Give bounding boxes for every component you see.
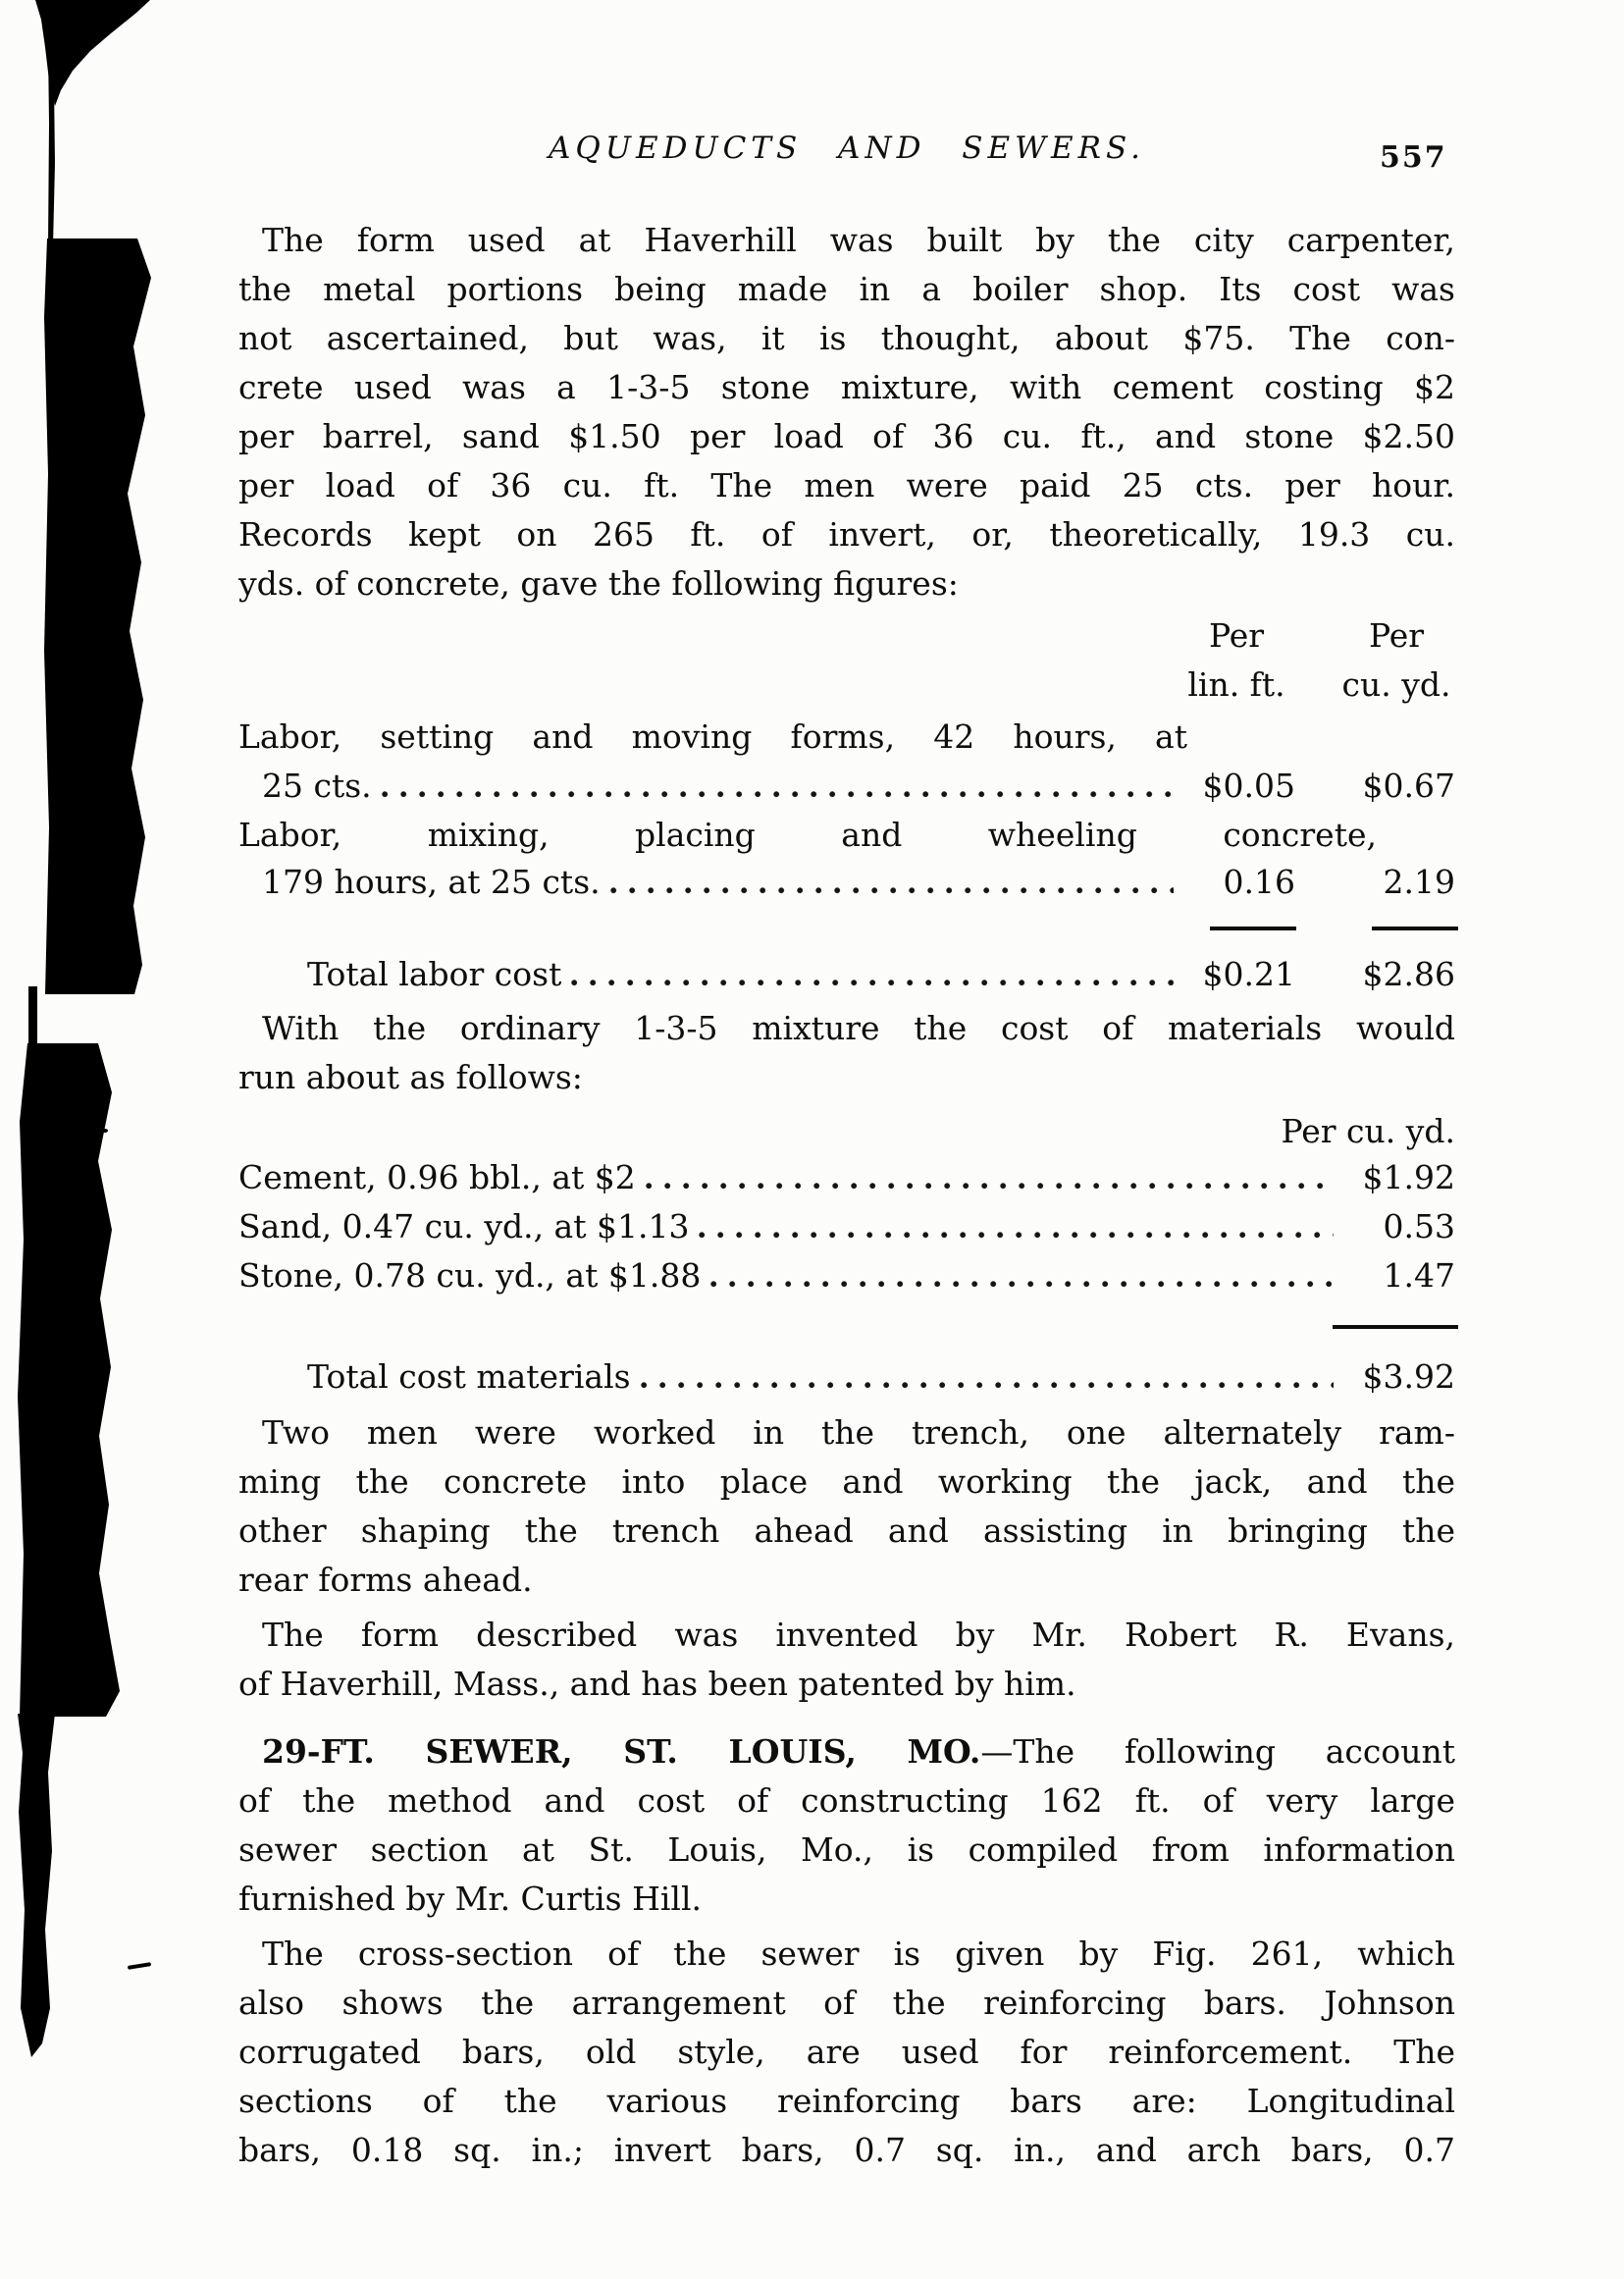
materials-row-value: 1.47 (1383, 1256, 1455, 1295)
sum-rule (1372, 927, 1458, 930)
text-line: The cross-section of the sewer is given by Fig. 261, which (262, 1934, 1455, 1973)
text-line: of the method and cost of constructing 162 ft. of very large (238, 1781, 1455, 1820)
materials-total-label: Total cost materials (307, 1357, 631, 1396)
labor-row-label: Labor, setting and moving forms, 42 hours, at (238, 717, 1187, 756)
labor-row-values (238, 762, 1455, 811)
text-line: per barrel, sand $1.50 per load of 36 cu. ft., and stone $2.50 (238, 417, 1455, 455)
labor-row-label: Labor, mixing, placing and wheeling concrete, (238, 816, 1377, 854)
spacer (1295, 762, 1337, 811)
materials-row-label: Stone, 0.78 cu. yd., at $1.88 (238, 1256, 702, 1295)
text-line: sections of the various reinforcing bars are: Longitudinal (238, 2082, 1455, 2120)
materials-row (238, 1202, 1455, 1251)
labor-row-label-cont: 25 cts. (262, 767, 372, 805)
materials-row (238, 1153, 1455, 1202)
materials-row-value: 0.53 (1383, 1207, 1455, 1246)
text-line: of Haverhill, Mass., and has been patented by him. (238, 1665, 1076, 1703)
scan-speck (128, 1962, 151, 1970)
text-line: bars, 0.18 sq. in.; invert bars, 0.7 sq. in., and arch bars, 0.7 (238, 2131, 1455, 2169)
labor-total-per-lin-ft: $0.21 (1202, 955, 1295, 993)
text-line: yds. of concrete, gave the following figures: (238, 564, 959, 603)
labor-row-per-lin-ft: 0.16 (1223, 863, 1295, 901)
labor-col1-header: Per (1208, 616, 1265, 655)
materials-total-row (238, 1352, 1455, 1402)
spacer (1295, 858, 1337, 907)
labor-row-per-cu-yd: 2.19 (1383, 863, 1455, 901)
labor-row-label-cont: 179 hours, at 25 cts. (262, 863, 601, 901)
page-number: 557 (1380, 140, 1447, 175)
text-line: not ascertained, but was, it is thought, about $75. The con- (238, 319, 1455, 357)
labor-col1-unit: lin. ft. (1187, 665, 1285, 704)
text-line: sewer section at St. Louis, Mo., is compiled from information (238, 1830, 1455, 1869)
materials-row (238, 1251, 1455, 1300)
labor-total-per-cu-yd: $2.86 (1362, 955, 1455, 993)
text-line: ming the concrete into place and working the jack, and the (238, 1462, 1455, 1501)
scan-artifact-lower-blob (16, 1043, 126, 1717)
text-line: corrugated bars, old style, are used for reinforcement. The (238, 2033, 1455, 2071)
text-line: crete used was a 1-3-5 stone mixture, with cement costing $2 (238, 368, 1455, 406)
scan-speck (102, 1129, 108, 1133)
text-line: run about as follows: (238, 1058, 583, 1096)
labor-row-values (238, 858, 1455, 907)
text-line: Records kept on 265 ft. of invert, or, theoretically, 19.3 cu. (238, 515, 1455, 554)
sum-rule (1333, 1325, 1458, 1329)
dot-leader (710, 1251, 1334, 1300)
section-heading-line (238, 1727, 1455, 1776)
text-line: the metal portions being made in a boiler shop. Its cost was (238, 270, 1455, 308)
materials-row-label: Cement, 0.96 bbl., at $2 (238, 1158, 636, 1196)
dot-leader (382, 762, 1174, 811)
spacer (1295, 950, 1337, 999)
labor-total-row (238, 950, 1455, 999)
spacer (238, 611, 1178, 661)
labor-total-label: Total labor cost (307, 955, 562, 993)
labor-row-per-cu-yd: $0.67 (1362, 767, 1455, 805)
text-line: The form described was invented by Mr. Robert R. Evans, (262, 1616, 1455, 1654)
scan-artifact-sliver (28, 986, 37, 1049)
sum-rule (1210, 927, 1296, 930)
dot-leader (641, 1352, 1334, 1402)
dot-leader (646, 1153, 1334, 1202)
scan-artifact-top-blob (0, 0, 157, 108)
spacer (1295, 611, 1337, 661)
text-line: rear forms ahead. (238, 1561, 533, 1599)
spacer (238, 661, 1178, 710)
text-line: With the ordinary 1-3-5 mixture the cost of materials would (262, 1009, 1455, 1047)
labor-col2-unit: cu. yd. (1341, 665, 1451, 704)
text-line: also shows the arrangement of the reinforcing bars. Johnson (238, 1984, 1455, 2022)
scan-artifact-bottom-strip (8, 1714, 65, 2057)
dot-leader (699, 1202, 1334, 1251)
labor-table-header-row (238, 661, 1455, 710)
scan-speck (116, 636, 121, 641)
section-heading: 29-FT. SEWER, ST. LOUIS, MO. (262, 1732, 981, 1771)
text-line: per load of 36 cu. ft. The men were paid 25 cts. per hour. (238, 466, 1455, 504)
section-heading-continuation: —The following account (980, 1732, 1455, 1771)
dot-leader (571, 950, 1174, 999)
running-head-title: AQUEDUCTS AND SEWERS. (549, 131, 1145, 166)
materials-header: Per cu. yd. (1281, 1112, 1455, 1150)
materials-row-label: Sand, 0.47 cu. yd., at $1.13 (238, 1207, 690, 1246)
materials-row-value: $1.92 (1362, 1158, 1455, 1196)
materials-total-value: $3.92 (1362, 1357, 1455, 1396)
labor-col2-header: Per (1368, 616, 1425, 655)
scan-artifact-upper-blob (39, 238, 155, 994)
dot-leader (610, 858, 1174, 907)
labor-table-header-row (238, 611, 1455, 661)
labor-row-per-lin-ft: $0.05 (1202, 767, 1295, 805)
text-line: other shaping the trench ahead and assisting in bringing the (238, 1511, 1455, 1550)
text-line: Two men were worked in the trench, one alternately ram- (262, 1413, 1455, 1452)
spacer (1295, 661, 1337, 710)
text-line: furnished by Mr. Curtis Hill. (238, 1880, 703, 1918)
text-line: The form used at Haverhill was built by the city carpenter, (262, 221, 1455, 259)
